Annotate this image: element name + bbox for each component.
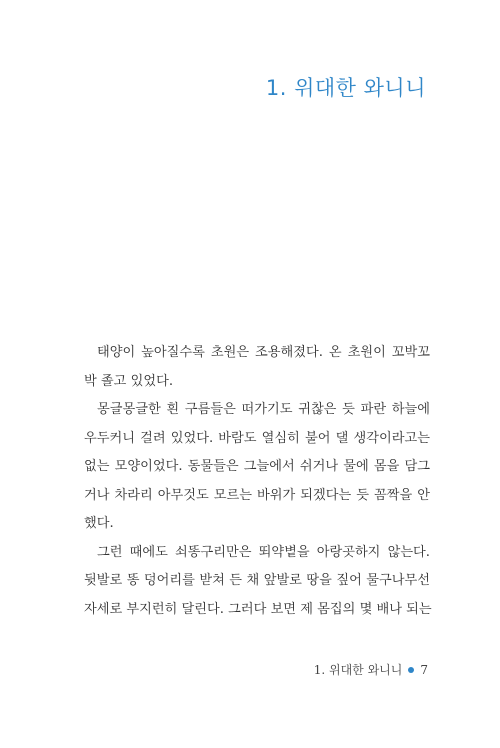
body-line: 거나 차라리 아무것도 모르는 바위가 되겠다는 듯 꼼짝을 안 [84, 487, 430, 503]
body-line: 뒷발로 똥 덩어리를 받쳐 든 채 앞발로 땅을 짚어 물구나무선 [84, 573, 430, 588]
page-footer [314, 661, 428, 678]
bullet-dot-icon [408, 667, 414, 673]
body-text [84, 339, 430, 624]
body-line: 태양이 높아질수록 초원은 조용해졌다. 온 초원이 꼬박꼬 [97, 345, 430, 360]
body-line: 몽글몽글한 흰 구름들은 떠가기도 귀찮은 듯 파란 하늘에 [97, 402, 430, 417]
body-line: 했다. [84, 516, 114, 531]
page-number: 7 [420, 662, 428, 677]
body-line: 없는 모양이었다. 동물들은 그늘에서 쉬거나 물에 몸을 담그 [84, 459, 430, 474]
body-line: 우두커니 걸려 있었다. 바람도 열심히 불어 댈 생각이라고는 [84, 430, 430, 446]
body-line: 그런 때에도 쇠똥구리만은 뙤약볕을 아랑곳하지 않는다. [97, 544, 430, 560]
body-line: 자세로 부지런히 달린다. 그러다 보면 제 몸집의 몇 배나 되는 [84, 601, 432, 617]
body-line: 박 졸고 있었다. [84, 373, 174, 389]
running-title: 1. 위대한 와니니 [313, 663, 403, 677]
chapter-title: 1. 위대한 와니니 [265, 76, 426, 100]
